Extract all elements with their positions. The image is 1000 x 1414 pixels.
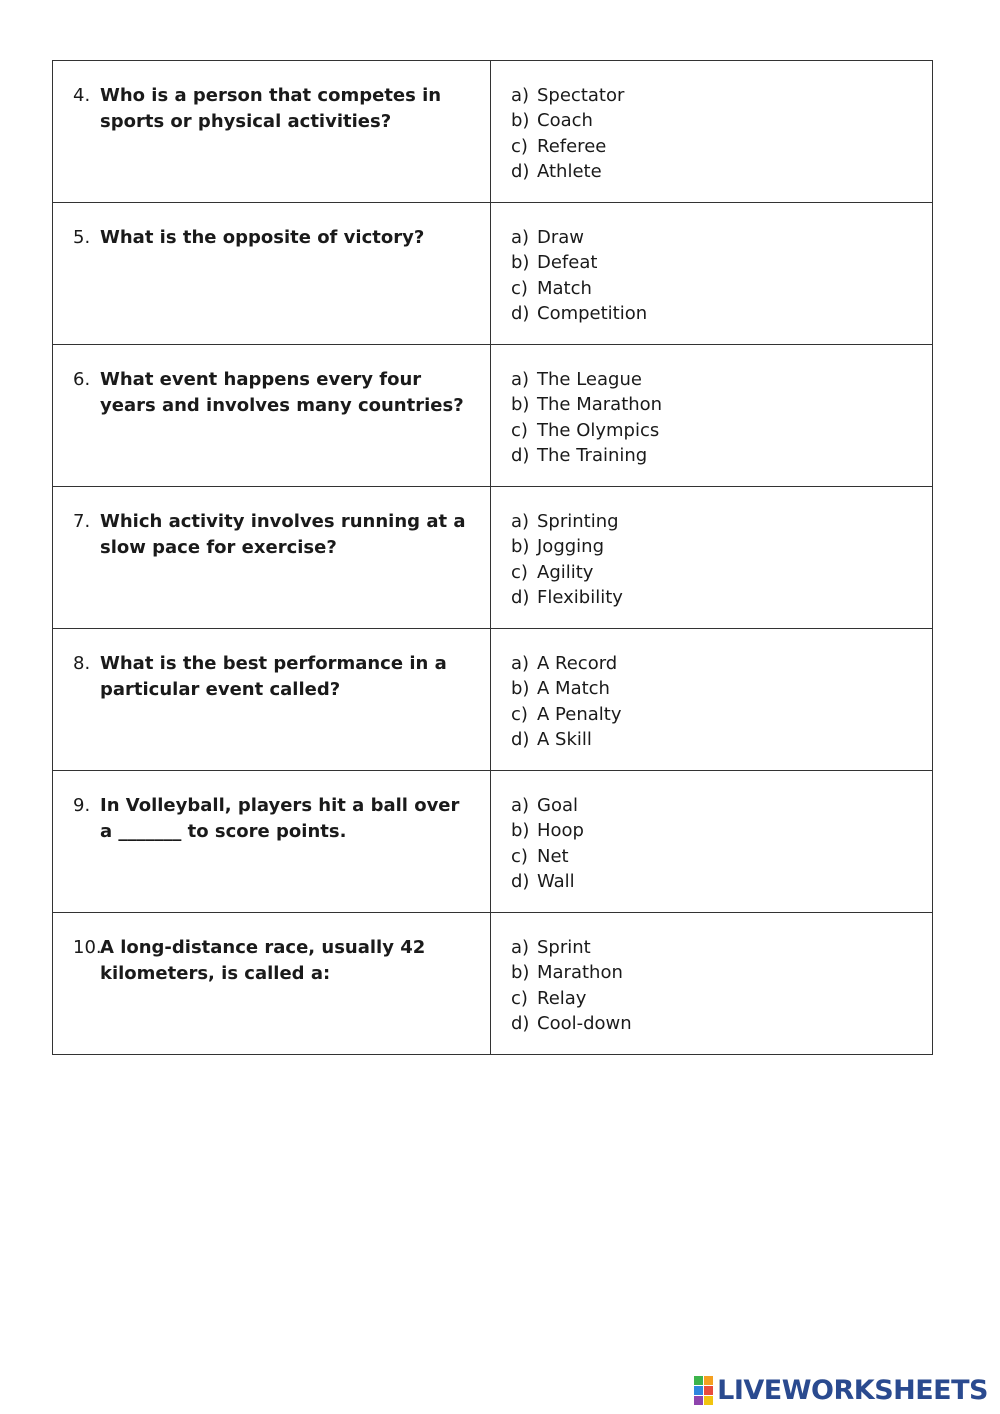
answer-option[interactable] bbox=[511, 134, 932, 159]
question-cell bbox=[53, 771, 491, 913]
option-letter: d) bbox=[511, 870, 530, 892]
option-letter: b) bbox=[511, 536, 530, 558]
brand-mark-square bbox=[694, 1376, 703, 1385]
option-list bbox=[491, 345, 932, 468]
option-list bbox=[491, 913, 932, 1036]
option-letter: b) bbox=[511, 110, 530, 132]
option-text: Competition bbox=[537, 302, 648, 324]
options-cell bbox=[491, 913, 933, 1055]
answer-option[interactable] bbox=[511, 159, 932, 184]
option-text: Spectator bbox=[537, 85, 625, 106]
option-text: Coach bbox=[537, 110, 593, 132]
question bbox=[53, 913, 490, 986]
option-letter: c) bbox=[511, 277, 528, 299]
option-text: The League bbox=[537, 369, 642, 390]
question-number: 4. bbox=[73, 85, 91, 106]
question-cell bbox=[53, 487, 491, 629]
answer-option[interactable] bbox=[511, 418, 932, 443]
answer-option[interactable] bbox=[511, 1011, 932, 1036]
option-letter: c) bbox=[511, 419, 528, 441]
answer-option[interactable] bbox=[511, 986, 932, 1011]
answer-option[interactable] bbox=[511, 844, 932, 869]
answer-option[interactable] bbox=[511, 560, 932, 585]
options-cell bbox=[491, 345, 933, 487]
option-letter: b) bbox=[511, 252, 530, 274]
question-row bbox=[53, 771, 933, 913]
option-letter: d) bbox=[511, 444, 530, 466]
question-row bbox=[53, 487, 933, 629]
option-list bbox=[491, 203, 932, 326]
option-letter: d) bbox=[511, 586, 530, 608]
option-text: A Skill bbox=[537, 728, 592, 750]
question bbox=[53, 629, 490, 702]
option-letter: c) bbox=[511, 135, 528, 157]
answer-option[interactable] bbox=[511, 935, 932, 960]
question-number: 9. bbox=[73, 795, 91, 816]
option-text: Defeat bbox=[537, 252, 598, 274]
question-text: In Volleyball, players hit a ball over a _______ to score points. bbox=[100, 795, 460, 842]
answer-option[interactable] bbox=[511, 818, 932, 843]
answer-option[interactable] bbox=[511, 367, 932, 392]
question-number: 8. bbox=[73, 653, 91, 674]
option-letter: d) bbox=[511, 728, 530, 750]
option-letter: c) bbox=[511, 987, 528, 1009]
option-letter: a) bbox=[511, 511, 530, 532]
question-row bbox=[53, 61, 933, 203]
option-letter: a) bbox=[511, 937, 530, 958]
question-number: 5. bbox=[73, 227, 91, 248]
answer-option[interactable] bbox=[511, 534, 932, 559]
answer-option[interactable] bbox=[511, 108, 932, 133]
options-cell bbox=[491, 771, 933, 913]
question-number: 10. bbox=[73, 937, 102, 958]
option-text: The Olympics bbox=[537, 419, 660, 441]
question-cell bbox=[53, 61, 491, 203]
answer-option[interactable] bbox=[511, 702, 932, 727]
option-list bbox=[491, 629, 932, 752]
option-text: Goal bbox=[537, 795, 578, 816]
question-cell bbox=[53, 345, 491, 487]
brand-text: LIVEWORKSHEETS bbox=[717, 1375, 988, 1406]
answer-option[interactable] bbox=[511, 225, 932, 250]
answer-option[interactable] bbox=[511, 392, 932, 417]
option-text: Draw bbox=[537, 227, 585, 248]
option-text: A Penalty bbox=[537, 703, 622, 725]
option-letter: a) bbox=[511, 795, 530, 816]
liveworksheets-logo bbox=[694, 1375, 988, 1406]
option-letter: a) bbox=[511, 85, 530, 106]
option-text: Match bbox=[537, 277, 592, 299]
options-cell bbox=[491, 487, 933, 629]
question-text: What event happens every four years and involves many countries? bbox=[100, 369, 464, 416]
option-text: A Match bbox=[537, 678, 610, 700]
option-text: Referee bbox=[537, 135, 607, 157]
question-text: Which activity involves running at a slow pace for exercise? bbox=[100, 511, 466, 558]
answer-option[interactable] bbox=[511, 869, 932, 894]
question-number: 6. bbox=[73, 369, 91, 390]
option-text: Cool-down bbox=[537, 1012, 632, 1034]
option-letter: d) bbox=[511, 302, 530, 324]
option-letter: a) bbox=[511, 227, 530, 248]
answer-option[interactable] bbox=[511, 83, 932, 108]
question-text: Who is a person that competes in sports or physical activities? bbox=[100, 85, 442, 132]
option-letter: c) bbox=[511, 845, 528, 867]
answer-option[interactable] bbox=[511, 509, 932, 534]
quiz-body bbox=[53, 61, 933, 1055]
question-text: A long-distance race, usually 42 kilometers, is called a: bbox=[100, 937, 426, 984]
quiz-table bbox=[52, 60, 933, 1055]
option-text: The Marathon bbox=[537, 394, 663, 416]
question-row bbox=[53, 629, 933, 771]
answer-option[interactable] bbox=[511, 585, 932, 610]
option-list bbox=[491, 771, 932, 894]
question-row bbox=[53, 913, 933, 1055]
question-row bbox=[53, 345, 933, 487]
question bbox=[53, 61, 490, 134]
answer-option[interactable] bbox=[511, 676, 932, 701]
answer-option[interactable] bbox=[511, 276, 932, 301]
option-list bbox=[491, 487, 932, 610]
question-row bbox=[53, 203, 933, 345]
question-text: What is the best performance in a particular event called? bbox=[100, 653, 447, 700]
option-letter: a) bbox=[511, 653, 530, 674]
brand-mark-square bbox=[704, 1376, 713, 1385]
question bbox=[53, 771, 490, 844]
question bbox=[53, 487, 490, 560]
brand-mark-square bbox=[694, 1386, 703, 1395]
answer-option[interactable] bbox=[511, 727, 932, 752]
option-text: Marathon bbox=[537, 962, 623, 984]
option-text: Jogging bbox=[537, 536, 605, 558]
option-letter: d) bbox=[511, 160, 530, 182]
question-text: What is the opposite of victory? bbox=[100, 227, 425, 248]
brand-mark-square bbox=[704, 1396, 713, 1405]
answer-option[interactable] bbox=[511, 651, 932, 676]
option-letter: a) bbox=[511, 369, 530, 390]
question bbox=[53, 203, 490, 251]
option-text: Athlete bbox=[537, 160, 602, 182]
option-letter: b) bbox=[511, 678, 530, 700]
option-text: The Training bbox=[537, 444, 648, 466]
brand-mark-square bbox=[704, 1386, 713, 1395]
question-cell bbox=[53, 629, 491, 771]
options-cell bbox=[491, 203, 933, 345]
option-text: Agility bbox=[537, 561, 594, 583]
question-cell bbox=[53, 913, 491, 1055]
option-letter: c) bbox=[511, 703, 528, 725]
answer-option[interactable] bbox=[511, 443, 932, 468]
option-text: Wall bbox=[537, 870, 575, 892]
options-cell bbox=[491, 61, 933, 203]
question-number: 7. bbox=[73, 511, 91, 532]
question bbox=[53, 345, 490, 418]
answer-option[interactable] bbox=[511, 793, 932, 818]
option-letter: b) bbox=[511, 394, 530, 416]
option-text: Net bbox=[537, 845, 569, 867]
option-letter: b) bbox=[511, 820, 530, 842]
answer-option[interactable] bbox=[511, 960, 932, 985]
answer-option[interactable] bbox=[511, 301, 932, 326]
option-letter: b) bbox=[511, 962, 530, 984]
option-text: Flexibility bbox=[537, 586, 623, 608]
answer-option[interactable] bbox=[511, 250, 932, 275]
option-text: Hoop bbox=[537, 820, 584, 842]
liveworksheets-mark-icon bbox=[694, 1376, 713, 1405]
options-cell bbox=[491, 629, 933, 771]
brand-mark-square bbox=[694, 1396, 703, 1405]
option-letter: d) bbox=[511, 1012, 530, 1034]
option-text: A Record bbox=[537, 653, 618, 674]
option-list bbox=[491, 61, 932, 184]
option-text: Sprint bbox=[537, 937, 591, 958]
option-text: Sprinting bbox=[537, 511, 619, 532]
option-letter: c) bbox=[511, 561, 528, 583]
option-text: Relay bbox=[537, 987, 587, 1009]
question-cell bbox=[53, 203, 491, 345]
